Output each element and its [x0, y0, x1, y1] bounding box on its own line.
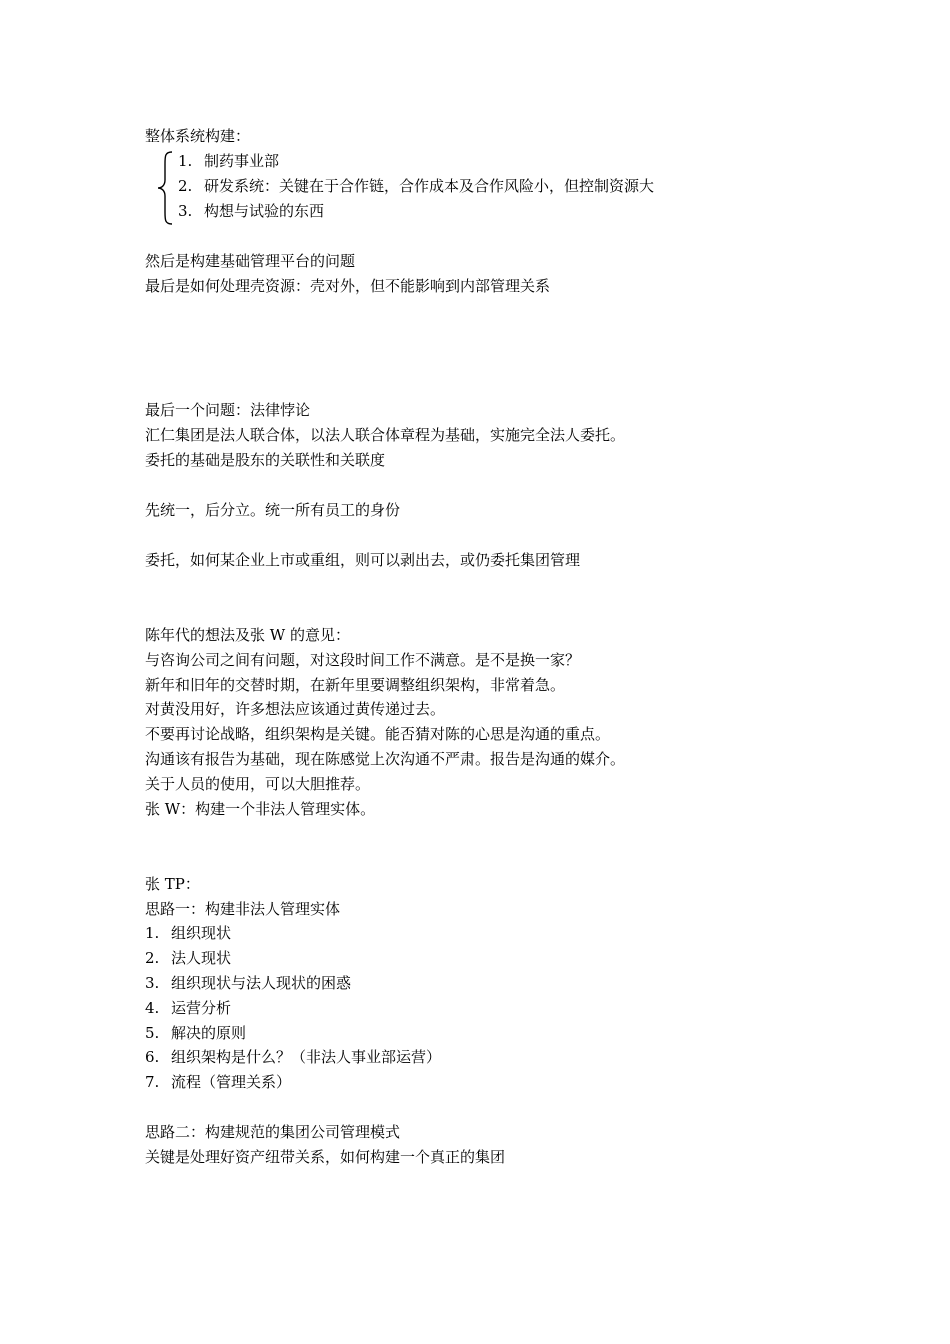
- section3-line-7: 关于人员的使用，可以大胆推荐。: [145, 775, 371, 793]
- item-number: 1.: [145, 924, 160, 942]
- section4-item-7: [145, 1072, 291, 1092]
- section3-line-1: 陈年代的想法及张 W 的意见：: [145, 626, 350, 644]
- section3-line-3: 新年和旧年的交替时期，在新年里要调整组织架构，非常着急。: [145, 676, 566, 694]
- section4-item-6: [145, 1047, 441, 1067]
- section2-line-3: 委托的基础是股东的关联性和关联度: [145, 451, 386, 469]
- section1-line-b: 最后是如何处理壳资源：壳对外，但不能影响到内部管理关系: [145, 277, 551, 295]
- item-number: 2.: [145, 949, 160, 967]
- section4-line-4: 关键是处理好资产纽带关系，如何构建一个真正的集团: [145, 1148, 506, 1166]
- section4-line-2: 思路一：构建非法人管理实体: [145, 900, 341, 918]
- section3-line-2: 与咨询公司之间有问题，对这段时间工作不满意。是不是换一家？: [145, 651, 581, 669]
- item-text: 运营分析: [171, 999, 232, 1017]
- item-text: 研发系统：关键在于合作链，合作成本及合作风险小，但控制资源大: [204, 177, 655, 195]
- section4-item-5: [145, 1023, 246, 1043]
- item-number: 7.: [145, 1073, 160, 1091]
- section4-item-4: [145, 998, 231, 1018]
- item-number: 5.: [145, 1024, 160, 1042]
- section4-item-2: [145, 948, 231, 968]
- section1-heading: 整体系统构建：: [145, 127, 251, 145]
- item-text: 解决的原则: [171, 1024, 247, 1042]
- section3-line-4: 对黄没用好，许多想法应该通过黄传递过去。: [145, 700, 446, 718]
- section4-item-1: [145, 923, 231, 943]
- item-number: 3.: [178, 202, 193, 220]
- section1-item-3: [178, 201, 324, 221]
- left-brace: [156, 150, 176, 226]
- item-text: 组织现状: [171, 924, 232, 942]
- section2-line-4: 先统一，后分立。统一所有员工的身份: [145, 501, 401, 519]
- item-text: 构想与试验的东西: [204, 202, 325, 220]
- section4-line-1: 张 TP：: [145, 875, 200, 893]
- section4-line-3: 思路二：构建规范的集团公司管理模式: [145, 1123, 401, 1141]
- item-number: 4.: [145, 999, 160, 1017]
- item-number: 1.: [178, 152, 193, 170]
- section3-line-5: 不要再讨论战略，组织架构是关键。能否猜对陈的心思是沟通的重点。: [145, 725, 611, 743]
- section2-line-1: 最后一个问题：法律悖论: [145, 401, 311, 419]
- section3-line-8: 张 W：构建一个非法人管理实体。: [145, 800, 376, 818]
- item-text: 组织现状与法人现状的困惑: [171, 974, 352, 992]
- section2-line-2: 汇仁集团是法人联合体，以法人联合体章程为基础，实施完全法人委托。: [145, 426, 626, 444]
- section4-item-3: [145, 973, 351, 993]
- item-text: 组织架构是什么？（非法人事业部运营）: [171, 1048, 442, 1066]
- section1-item-2: [178, 176, 654, 196]
- section1-item-1: [178, 151, 279, 171]
- item-text: 制药事业部: [204, 152, 280, 170]
- section1-line-a: 然后是构建基础管理平台的问题: [145, 252, 356, 270]
- section3-line-6: 沟通该有报告为基础，现在陈感觉上次沟通不严肃。报告是沟通的媒介。: [145, 750, 626, 768]
- item-number: 2.: [178, 177, 193, 195]
- section2-line-5: 委托，如何某企业上市或重组，则可以剥出去，或仍委托集团管理: [145, 551, 581, 569]
- item-number: 3.: [145, 974, 160, 992]
- item-text: 流程（管理关系）: [171, 1073, 292, 1091]
- item-number: 6.: [145, 1048, 160, 1066]
- item-text: 法人现状: [171, 949, 232, 967]
